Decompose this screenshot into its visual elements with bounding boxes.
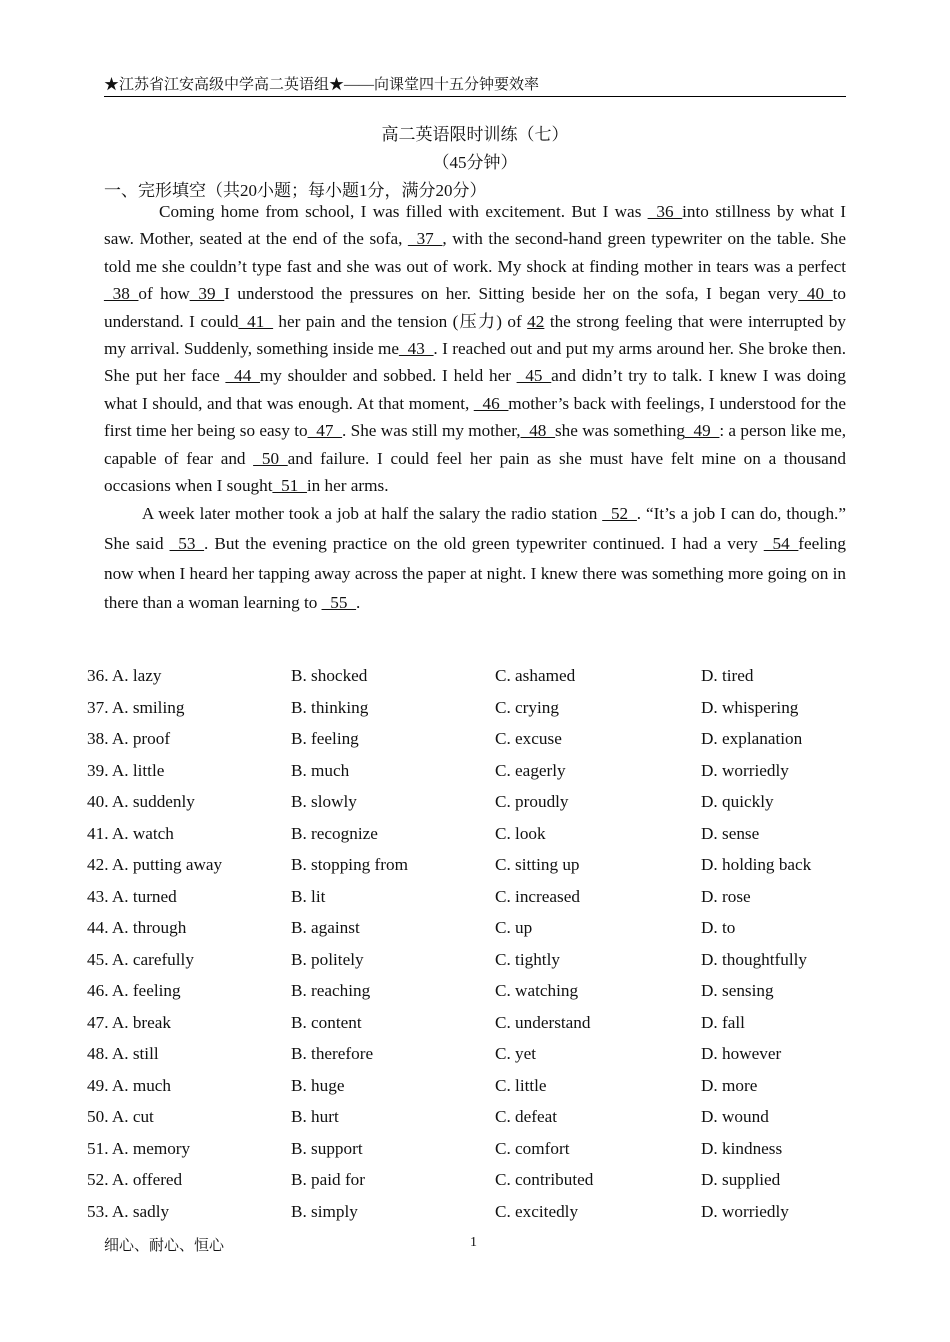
option-b: B. politely	[291, 949, 364, 969]
question-row	[87, 694, 861, 726]
blank-51: _51_	[272, 476, 307, 496]
page-header	[104, 74, 846, 97]
blank-48: _48_	[520, 421, 555, 441]
option-a: 38. A. proof	[87, 729, 171, 748]
question-row	[87, 788, 861, 820]
option-d: D. rose	[701, 886, 751, 906]
page-title: 高二英语限时训练（七）	[381, 125, 569, 144]
option-b: B. paid for	[291, 1170, 365, 1189]
passage-paragraph-2: A week later mother took a job at half the salary the radio station _52_. “It’s a job I can do, though.” She said _53_. But the evening practice on the old green typewriter continued. I had a very _54_feeling now when I heard her tapping away across the paper at night. I knew there was something more going on in there than a woman learning to _55_.	[104, 504, 846, 613]
option-d: D. sense	[701, 823, 760, 843]
option-a: 50. A. cut	[87, 1107, 154, 1126]
option-c: C. up	[495, 918, 533, 937]
option-d: D. more	[701, 1075, 758, 1095]
option-a: 36. A. lazy	[87, 666, 162, 685]
question-row	[87, 1166, 861, 1198]
option-b: B. much	[291, 760, 350, 780]
option-a: 44. A. through	[87, 918, 187, 937]
option-b: B. recognize	[291, 823, 378, 843]
question-row	[87, 914, 861, 946]
option-c: C. proudly	[495, 792, 569, 811]
option-c: C. tightly	[495, 949, 560, 969]
option-b: B. lit	[291, 886, 326, 906]
option-c: C. understand	[495, 1012, 591, 1032]
blank-40: _40_	[798, 284, 833, 304]
option-c: C. crying	[495, 697, 559, 717]
option-d: D. kindness	[701, 1138, 783, 1158]
option-b: B. slowly	[291, 792, 357, 811]
option-d: D. worriedly	[701, 1201, 789, 1221]
option-c: C. watching	[495, 981, 579, 1000]
option-b: B. against	[291, 918, 360, 937]
blank-45: _45_	[516, 366, 552, 386]
question-row	[87, 1198, 861, 1230]
option-a: 47. A. break	[87, 1012, 172, 1032]
option-b: B. simply	[291, 1201, 358, 1221]
blank-47: _47_	[307, 421, 343, 441]
option-a: 41. A. watch	[87, 823, 174, 843]
option-c: C. contributed	[495, 1170, 594, 1189]
blank-52: _52_	[602, 504, 637, 524]
option-b: B. shocked	[291, 666, 368, 685]
option-c: C. increased	[495, 886, 580, 906]
option-a: 42. A. putting away	[87, 855, 223, 874]
blank-41: _41_	[238, 311, 273, 331]
question-row	[87, 977, 861, 1009]
blank-39: _39_	[189, 284, 225, 304]
option-b: B. reaching	[291, 981, 371, 1000]
question-row	[87, 883, 861, 915]
blank-43: _43_	[399, 339, 434, 359]
question-row	[87, 851, 861, 883]
option-d: D. to	[701, 918, 736, 937]
page-number: 1	[470, 1235, 477, 1250]
question-row	[87, 757, 861, 789]
option-a: 52. A. offered	[87, 1170, 183, 1189]
question-row	[87, 1009, 861, 1041]
option-b: B. content	[291, 1012, 362, 1032]
question-row	[87, 946, 861, 978]
option-a: 45. A. carefully	[87, 949, 194, 969]
option-c: C. excitedly	[495, 1201, 579, 1221]
question-row	[87, 1040, 861, 1072]
option-d: D. fall	[701, 1012, 745, 1032]
option-c: C. comfort	[495, 1138, 570, 1158]
option-a: 46. A. feeling	[87, 981, 181, 1000]
option-d: D. sensing	[701, 981, 774, 1000]
footer-motto: 细心、耐心、恒心	[104, 1238, 225, 1254]
option-d: D. tired	[701, 666, 754, 685]
option-d: D. quickly	[701, 792, 774, 811]
blank-44: _44_	[225, 366, 260, 386]
option-c: C. look	[495, 823, 546, 843]
option-c: C. excuse	[495, 729, 562, 748]
section-heading: 一、完形填空（共20小题；每小题1分，满分20分）	[104, 181, 487, 200]
blank-37: _37_	[407, 229, 443, 249]
blank-53: _53_	[169, 534, 205, 554]
option-a: 48. A. still	[87, 1044, 159, 1063]
blank-55: _55_	[321, 593, 357, 613]
blank-50: _50_	[253, 448, 288, 468]
option-a: 53. A. sadly	[87, 1201, 170, 1221]
option-d: D. wound	[701, 1107, 769, 1126]
option-a: 39. A. little	[87, 760, 165, 780]
blank-42: 42	[527, 311, 545, 331]
question-row	[87, 1103, 861, 1135]
option-a: 40. A. suddenly	[87, 792, 195, 811]
question-row	[87, 1135, 861, 1167]
option-c: C. eagerly	[495, 760, 566, 780]
question-row	[87, 725, 861, 757]
option-a: 51. A. memory	[87, 1138, 191, 1158]
question-row	[87, 820, 861, 852]
blank-54: _54_	[763, 534, 799, 554]
blank-36: _36_	[647, 202, 683, 221]
blank-38: _38_	[104, 284, 139, 304]
option-a: 43. A. turned	[87, 886, 177, 906]
page-subtitle: （45分钟）	[432, 153, 518, 172]
option-d: D. whispering	[701, 697, 799, 717]
option-c: C. little	[495, 1075, 547, 1095]
option-c: C. ashamed	[495, 666, 576, 685]
passage-paragraph-1: Coming home from school, I was filled with excitement. But I was _36_into stillness by what I saw. Mother, seated at the end of the sofa, _37_, with the second-hand green typewriter on the table. She told me she couldn’t type fast and she was out of work. My shock at finding mother in tears was a perfect _38_of how_39_I understood the pressures on her. Sitting beside her on the sofa, I began very_40_to understand. I could_41_ her pain and the tension (压力) of 42 the strong feeling that were interrupted by my arrival. Suddenly, something inside me_43_. I reached out and put my arms around her. She broke then. She put her face _44_my shoulder and sobbed. I held her _45_and didn’t try to talk. I knew I was doing what I should, and that was enough. At that moment, _46_mother’s back with feelings, I understood for the first time her being so easy to_47_. She was still my mother,_48_she was something_49_: a person like me, capable of fear and _50_and failure. I could feel her pain as she must have felt mine on a thousand occasions when I sought_51_in her arms.	[104, 202, 847, 496]
option-a: 37. A. smiling	[87, 697, 185, 717]
blank-46: _46_	[473, 393, 509, 413]
option-d: D. thoughtfully	[701, 949, 807, 969]
option-c: C. yet	[495, 1044, 537, 1063]
option-d: D. however	[701, 1044, 782, 1063]
option-d: D. explanation	[701, 729, 803, 748]
option-a: 49. A. much	[87, 1075, 172, 1095]
option-b: B. thinking	[291, 697, 369, 717]
header-text: ★江苏省江安高级中学高二英语组★——向课堂四十五分钟要效率	[104, 77, 540, 93]
option-b: B. feeling	[291, 729, 359, 748]
cloze-passage	[104, 198, 846, 618]
answer-options	[87, 662, 861, 1229]
option-d: D. holding back	[701, 855, 812, 874]
blank-49: _49_	[684, 421, 720, 441]
option-d: D. supplied	[701, 1170, 781, 1189]
option-b: B. hurt	[291, 1107, 339, 1126]
option-b: B. stopping from	[291, 855, 408, 874]
option-d: D. worriedly	[701, 760, 789, 780]
question-row	[87, 662, 861, 694]
question-row	[87, 1072, 861, 1104]
option-c: C. sitting up	[495, 855, 580, 874]
option-c: C. defeat	[495, 1107, 558, 1126]
option-b: B. therefore	[291, 1044, 374, 1063]
option-b: B. huge	[291, 1075, 345, 1095]
option-b: B. support	[291, 1138, 363, 1158]
